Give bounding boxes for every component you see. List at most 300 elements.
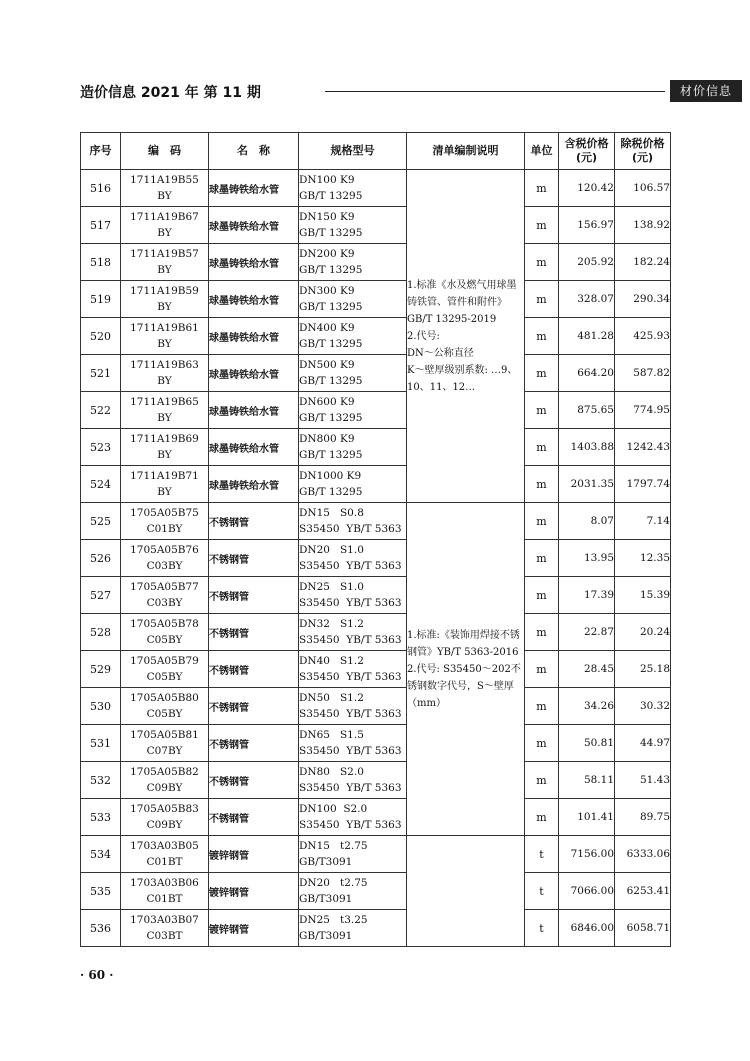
code-line: 1705A05B77 [130,581,199,593]
row-number-text: 516 [90,181,111,195]
spec-description-line: 1.标准:《装饰用焊接不锈钢管》YB/T 5363-2016 [407,629,520,658]
spec-line: DN1000 K9 [299,470,362,482]
item-name-text: 球墨铸铁给水管 [209,332,279,344]
unit [525,503,559,540]
unit [525,392,559,429]
row-number [81,281,121,318]
code-line: C01BY [146,523,183,535]
row-number [81,614,121,651]
item-name-text: 镀锌钢管 [209,924,249,936]
code-line: 1711A19B59 [130,285,199,297]
item-spec [299,281,407,318]
item-spec [299,577,407,614]
row-number-text: 523 [90,440,111,454]
item-code [121,762,209,799]
item-name [209,207,299,244]
item-spec [299,207,407,244]
unit-text: m [536,699,547,713]
tax-price-text: 8.07 [590,515,614,527]
unit [525,762,559,799]
page-header [80,80,732,104]
item-name-text: 不锈钢管 [209,739,249,751]
table-row [81,170,671,207]
item-code [121,614,209,651]
row-number-text: 519 [90,292,111,306]
item-spec [299,318,407,355]
unit-text: m [536,662,547,676]
spec-line: GB/T3091 [299,930,353,942]
table-row [81,466,671,503]
item-name-text: 球墨铸铁给水管 [209,369,279,381]
item-name [209,836,299,873]
row-number-text: 530 [90,699,111,713]
row-number [81,688,121,725]
item-name [209,281,299,318]
unit [525,170,559,207]
unit-text: m [536,181,547,195]
tax-price-text: 328.07 [577,293,614,305]
unit-text: m [536,477,547,491]
unit-text: m [536,810,547,824]
tax-price-text: 58.11 [583,774,614,786]
code-line: 1711A19B71 [130,470,199,482]
unit [525,244,559,281]
unit-text: m [536,329,547,343]
tax-price [559,836,615,873]
spec-line: DN25 S1.0 [299,581,364,593]
tax-price-text: 101.41 [577,811,614,823]
unit-text: t [539,921,544,935]
unit [525,318,559,355]
spec-line: DN80 S2.0 [299,766,364,778]
item-name-text: 不锈钢管 [209,702,249,714]
spec-line: DN800 K9 [299,433,355,445]
tax-price-text: 17.39 [583,589,614,601]
item-code [121,466,209,503]
notax-price [615,355,671,392]
notax-price [615,503,671,540]
tax-price-text: 875.65 [577,404,614,416]
tax-price-text: 7156.00 [570,848,614,860]
table-row [81,540,671,577]
code-line: 1705A05B82 [130,766,199,778]
notax-price-text: 138.92 [633,219,670,231]
item-name [209,170,299,207]
notax-price-text: 182.24 [633,256,670,268]
code-line: C05BY [146,671,183,683]
tax-price [559,799,615,836]
row-number [81,910,121,947]
tax-price-text: 481.28 [577,330,614,342]
row-number-text: 531 [90,736,111,750]
section-badge: 材价信息 [670,80,742,102]
item-name [209,577,299,614]
spec-line: GB/T 13295 [299,264,363,276]
page-number: · 60 · [80,968,114,982]
item-name-text: 不锈钢管 [209,665,249,677]
spec-line: DN65 S1.5 [299,729,364,741]
notax-price [615,688,671,725]
row-number-text: 536 [90,921,111,935]
tax-price [559,355,615,392]
row-number [81,577,121,614]
item-name-text: 不锈钢管 [209,628,249,640]
item-spec [299,392,407,429]
row-number-text: 517 [90,218,111,232]
code-line: C03BY [146,597,183,609]
notax-price-text: 6253.41 [626,885,670,897]
item-name [209,318,299,355]
tax-price [559,281,615,318]
item-code [121,429,209,466]
item-spec [299,170,407,207]
unit-text: t [539,884,544,898]
spec-line: DN100 K9 [299,174,355,186]
code-line: 1705A05B75 [130,507,199,519]
table-row [81,207,671,244]
row-number [81,392,121,429]
table-row [81,725,671,762]
row-number [81,836,121,873]
code-line: 1711A19B61 [130,322,199,334]
item-name-text: 镀锌钢管 [209,850,249,862]
spec-line: S35450 YB/T 5363 [299,560,402,572]
spec-line: DN32 S1.2 [299,618,364,630]
notax-price [615,836,671,873]
row-number [81,540,121,577]
code-line: C05BY [146,634,183,646]
table-row [81,651,671,688]
spec-line: DN15 S0.8 [299,507,364,519]
spec-line: S35450 YB/T 5363 [299,634,402,646]
unit-text: m [536,514,547,528]
item-name-text: 球墨铸铁给水管 [209,406,279,418]
table-row [81,281,671,318]
code-line: 1705A05B78 [130,618,199,630]
tax-price [559,725,615,762]
unit-text: m [536,773,547,787]
code-line: 1703A03B05 [130,840,199,852]
unit [525,281,559,318]
unit-text: m [536,218,547,232]
unit-text: m [536,292,547,306]
item-code [121,910,209,947]
item-spec [299,651,407,688]
item-name [209,540,299,577]
unit [525,429,559,466]
item-name-text: 球墨铸铁给水管 [209,295,279,307]
spec-line: DN25 t3.25 [299,914,368,926]
item-spec [299,503,407,540]
notax-price-text: 106.57 [633,182,670,194]
item-spec [299,429,407,466]
row-number-text: 522 [90,403,111,417]
unit-text: m [536,625,547,639]
notax-price [615,799,671,836]
unit [525,207,559,244]
tax-price [559,503,615,540]
notax-price-text: 25.18 [639,663,670,675]
code-line: 1711A19B69 [130,433,199,445]
item-spec [299,688,407,725]
tax-price [559,207,615,244]
row-number-text: 527 [90,588,111,602]
unit [525,725,559,762]
code-line: BY [157,338,172,350]
unit-text: m [536,736,547,750]
item-code [121,207,209,244]
row-number [81,762,121,799]
spec-description-line: K～壁厚级别系数: …9、10、11、12… [407,364,518,393]
tax-price-text: 28.45 [583,663,614,675]
code-line: BY [157,486,172,498]
code-line: C03BT [146,930,183,942]
code-line: C09BY [146,819,183,831]
code-line: 1703A03B07 [130,914,199,926]
unit [525,466,559,503]
spec-line: DN50 S1.2 [299,692,364,704]
row-number-text: 528 [90,625,111,639]
notax-price [615,244,671,281]
spec-description-line: 2.代号: [407,330,440,342]
item-name-text: 球墨铸铁给水管 [209,221,279,233]
item-name [209,614,299,651]
tax-price [559,318,615,355]
item-name-text: 球墨铸铁给水管 [209,443,279,455]
tax-price-text: 664.20 [577,367,614,379]
code-line: BY [157,190,172,202]
spec-line: S35450 YB/T 5363 [299,745,402,757]
code-line: 1705A05B81 [130,729,199,741]
item-name [209,355,299,392]
row-number [81,503,121,540]
code-line: 1711A19B55 [130,174,199,186]
tax-price-text: 22.87 [583,626,614,638]
notax-price-text: 6333.06 [626,848,670,860]
item-name-text: 不锈钢管 [209,554,249,566]
notax-price-text: 15.39 [639,589,670,601]
spec-line: DN600 K9 [299,396,355,408]
spec-line: S35450 YB/T 5363 [299,671,402,683]
code-line: 1711A19B65 [130,396,199,408]
notax-price [615,318,671,355]
spec-line: GB/T 13295 [299,338,363,350]
table-row [81,910,671,947]
notax-price [615,170,671,207]
item-code [121,688,209,725]
code-line: C01BT [146,893,183,905]
tax-price [559,910,615,947]
spec-description-line: DN～公称直径 [407,347,474,359]
spec-line: DN15 t2.75 [299,840,368,852]
item-code [121,725,209,762]
spec-line: S35450 YB/T 5363 [299,782,402,794]
table-row [81,873,671,910]
table-row [81,355,671,392]
unit [525,355,559,392]
row-number [81,466,121,503]
tax-price-text: 1403.88 [570,441,614,453]
item-name-text: 不锈钢管 [209,517,249,529]
spec-line: GB/T 13295 [299,227,363,239]
unit [525,836,559,873]
notax-price-text: 1242.43 [626,441,670,453]
row-number-text: 525 [90,514,111,528]
unit-text: m [536,551,547,565]
spec-line: DN400 K9 [299,322,355,334]
spec-line: DN20 S1.0 [299,544,364,556]
item-spec [299,836,407,873]
spec-line: GB/T 13295 [299,375,363,387]
notax-price [615,725,671,762]
notax-price [615,466,671,503]
item-name-text: 不锈钢管 [209,591,249,603]
item-name-text: 不锈钢管 [209,813,249,825]
col-header-name: 名 称 [209,133,299,170]
item-name [209,725,299,762]
row-number [81,318,121,355]
spec-line: GB/T 13295 [299,486,363,498]
item-code [121,540,209,577]
code-line: BY [157,264,172,276]
tax-price [559,244,615,281]
tax-price-text: 2031.35 [570,478,614,490]
table-row [81,688,671,725]
spec-line: DN500 K9 [299,359,355,371]
item-name [209,466,299,503]
row-number-text: 518 [90,255,111,269]
col-header-note: 清单编制说明 [407,133,525,170]
unit-text: m [536,255,547,269]
row-number-text: 526 [90,551,111,565]
code-line: 1703A03B06 [130,877,199,889]
item-code [121,873,209,910]
col-header-no: 序号 [81,133,121,170]
spec-description [407,170,525,503]
notax-price-text: 89.75 [639,811,670,823]
item-spec [299,725,407,762]
tax-price-text: 156.97 [577,219,614,231]
row-number [81,799,121,836]
spec-line: GB/T 13295 [299,449,363,461]
notax-price-text: 7.14 [646,515,670,527]
spec-description [407,503,525,836]
notax-price-text: 20.24 [639,626,670,638]
spec-line: GB/T 13295 [299,301,363,313]
item-name-text: 镀锌钢管 [209,887,249,899]
row-number-text: 520 [90,329,111,343]
notax-price [615,392,671,429]
code-line: C09BY [146,782,183,794]
unit-text: m [536,403,547,417]
code-line: BY [157,412,172,424]
table-row [81,577,671,614]
spec-line: DN200 K9 [299,248,355,260]
row-number [81,429,121,466]
notax-price [615,429,671,466]
spec-line: GB/T 13295 [299,412,363,424]
unit [525,910,559,947]
item-code [121,799,209,836]
notax-price-text: 51.43 [639,774,670,786]
notax-price-text: 774.95 [633,404,670,416]
tax-price [559,466,615,503]
row-number [81,170,121,207]
unit [525,540,559,577]
notax-price [615,910,671,947]
table-row [81,614,671,651]
item-code [121,244,209,281]
code-line: 1705A05B80 [130,692,199,704]
code-line: C03BY [146,560,183,572]
notax-price [615,651,671,688]
tax-price-text: 50.81 [583,737,614,749]
code-line: 1711A19B67 [130,211,199,223]
row-number [81,207,121,244]
spec-line: S35450 YB/T 5363 [299,523,402,535]
row-number-text: 534 [90,847,111,861]
row-number-text: 524 [90,477,111,491]
item-code [121,836,209,873]
tax-price-text: 7066.00 [570,885,614,897]
item-spec [299,466,407,503]
unit-text: m [536,588,547,602]
item-name [209,910,299,947]
col-header-notax-price: 除税价格(元) [615,133,671,170]
notax-price [615,614,671,651]
notax-price-text: 6058.71 [626,922,670,934]
tax-price [559,651,615,688]
item-name [209,688,299,725]
notax-price [615,281,671,318]
item-name-text: 球墨铸铁给水管 [209,184,279,196]
row-number [81,651,121,688]
notax-price [615,207,671,244]
table-row [81,799,671,836]
tax-price [559,762,615,799]
item-code [121,281,209,318]
code-line: 1705A05B76 [130,544,199,556]
item-spec [299,910,407,947]
table-row [81,392,671,429]
item-code [121,355,209,392]
spec-line: S35450 YB/T 5363 [299,708,402,720]
code-line: C07BY [146,745,183,757]
code-line: BY [157,301,172,313]
notax-price-text: 30.32 [639,700,670,712]
item-name-text: 球墨铸铁给水管 [209,480,279,492]
spec-line: DN150 K9 [299,211,355,223]
row-number [81,244,121,281]
table-row [81,429,671,466]
spec-line: GB/T 13295 [299,190,363,202]
table-row [81,762,671,799]
unit [525,614,559,651]
item-name [209,762,299,799]
unit [525,799,559,836]
col-header-tax-price: 含税价格(元) [559,133,615,170]
col-header-unit: 单位 [525,133,559,170]
item-spec [299,614,407,651]
unit [525,651,559,688]
tax-price [559,540,615,577]
notax-price [615,873,671,910]
item-name [209,429,299,466]
spec-line: GB/T3091 [299,856,353,868]
spec-line: DN100 S2.0 [299,803,368,815]
item-code [121,318,209,355]
table-header-row [81,133,671,170]
